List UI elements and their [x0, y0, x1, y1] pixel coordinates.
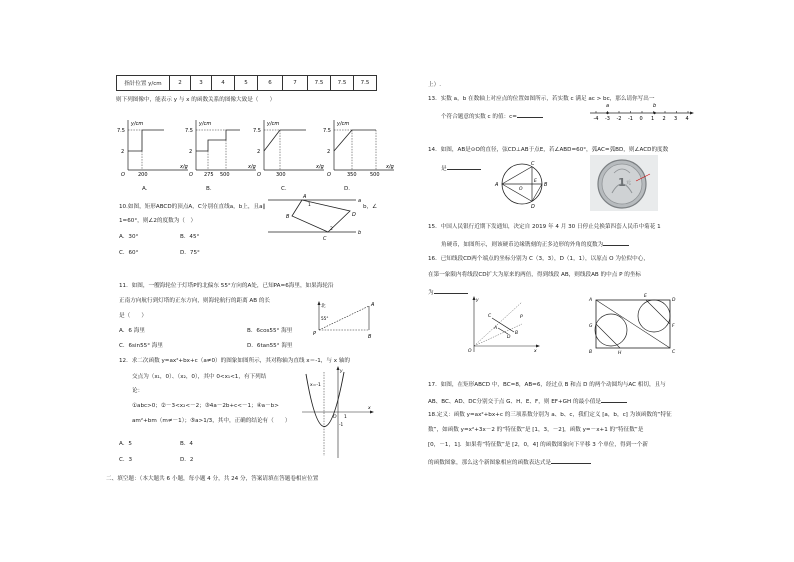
- question-10-option-c: C．60°: [119, 250, 139, 256]
- angle-label-2: 2: [330, 227, 333, 232]
- point-c-label: C: [531, 161, 535, 167]
- x-axis-label: x: [368, 406, 371, 411]
- answer-blank[interactable]: [517, 112, 543, 118]
- number-line-tick-label: -3: [605, 116, 610, 122]
- option-d-label: D.: [344, 186, 351, 192]
- question-18-line-3: [0，－1，1]．如果将“特征数”是 [2，0，4] 的函数图象向下平移 3 个单位，得到一个新: [428, 442, 648, 448]
- option-b-label: B.: [206, 186, 212, 192]
- angle-55-label: 55°: [321, 316, 329, 321]
- question-16-line-1: 16．已知线段CD两个端点的坐标分别为 C（3，3），D（1，1），以原点 O 为位似中心，: [428, 256, 649, 262]
- graph-origin: O: [327, 172, 331, 178]
- question-11-option-d: D．6tan55° 海里: [247, 343, 293, 349]
- graph-y-tick: 2: [189, 149, 193, 155]
- table-cell: 7: [283, 76, 308, 91]
- question-10-line-1-end: b，∠: [363, 204, 378, 210]
- question-17-line-1: 17．如图，在矩形ABCD 中，BC=8，AB=6，经过点 B 和点 D 的两个动圆均与AC 相切，且与: [428, 382, 666, 388]
- number-line-tick-label: 2: [662, 116, 666, 122]
- point-a-label: A: [495, 182, 499, 188]
- point-b-label: b: [653, 103, 657, 109]
- question-12-line-1: 12．求二次函数 y=ax²+bx+c（a≠0）的图象如图所示，其对称轴为直线 x＝-1，与 x 轴的: [119, 358, 351, 364]
- graph-y-label: y/cm: [267, 121, 280, 127]
- question-14-line-2: [441, 164, 481, 173]
- point-label-a: A: [303, 194, 307, 200]
- question-11-figure: [306, 300, 386, 342]
- question-13-line-2: [441, 112, 543, 121]
- question-16-coordinate-figure: [462, 294, 544, 356]
- point-label-c: C: [323, 236, 327, 242]
- question-12-parabola-figure: [300, 364, 376, 460]
- line-label-b: b: [358, 230, 362, 236]
- point-label-d: D: [352, 212, 356, 218]
- table-cell: 7.5: [354, 76, 377, 91]
- graph-x-tick: 500: [370, 172, 380, 178]
- graph-x-label: x/g: [180, 164, 188, 170]
- question-18-line-4-text: 的函数图象，那么这个新图象相应的函数表达式是: [428, 460, 552, 466]
- question-12-line-5: am²+bm（m≠－1）；⑤a>1/3，其中，正确的结论有（ ）: [132, 418, 291, 424]
- tick-1-label: 1: [344, 415, 347, 420]
- question-14-line-1: 14．如图，AB是⊙O的直径，弦CD⊥AB于点E，若∠ABD=60°，弧AC=弧BD，则∠ACD的度数: [428, 147, 669, 153]
- point-h-label: H: [618, 351, 622, 356]
- table-cell: 6: [258, 76, 283, 91]
- question-15-line-2: [441, 240, 629, 249]
- question-16-line-3-text: 为: [428, 290, 434, 296]
- answer-blank[interactable]: [447, 164, 481, 170]
- point-label-p: P: [313, 331, 317, 337]
- table-cell: 3: [191, 76, 212, 91]
- question-11-option-b: B．6cos55° 海里: [247, 328, 293, 334]
- origin-label: O: [333, 415, 337, 420]
- question-14-line-2-text: 是: [441, 166, 447, 172]
- question-12-line-2: 交点为（x₁，0）、（x₂，0），其中 0<x₁<1，有下列结: [132, 374, 267, 380]
- symmetry-axis-label: x=-1: [310, 383, 321, 388]
- answer-blank[interactable]: [551, 458, 591, 464]
- coin-unit: 元: [626, 180, 632, 186]
- option-c-label: C.: [281, 186, 287, 192]
- point-d-label: D: [531, 204, 535, 210]
- question-11-line-2: 正南方向航行到灯塔的正东方向，则海轮航行的距离 AB 的长: [119, 298, 271, 304]
- question-10-option-d: D．75°: [180, 250, 200, 256]
- question-10-figure: [268, 192, 368, 247]
- question-10-option-a: A．30°: [119, 234, 139, 240]
- point-label-b: B: [286, 214, 290, 220]
- question-17-line-2: [428, 397, 627, 406]
- question-18-line-4: [428, 458, 591, 467]
- question-16-line-2: 在第一象限内将线段CD扩大为原来的两倍，得到线段 AB，则线段AB 的中点 P 的坐标: [428, 272, 642, 278]
- graph-x-label: x/g: [316, 164, 324, 170]
- question-9-graph-d: [318, 118, 400, 178]
- question-10-option-b: B．45°: [180, 234, 200, 240]
- question-13-line-2-text: 个符合题意的实数 c 的值：c=: [441, 114, 517, 120]
- question-9-text: 则下列图像中，能表示 y 与 x 的函数关系的图像大致是（ ）: [116, 97, 276, 103]
- section-2-continuation: 上）.: [428, 82, 441, 88]
- point-a-label: A: [494, 326, 498, 331]
- tick-neg1-label: -1: [339, 422, 344, 427]
- point-e-label: E: [644, 294, 647, 299]
- answer-blank[interactable]: [603, 240, 629, 246]
- question-12-option-d: D．2: [180, 457, 194, 463]
- question-18-line-1: 18.定义：函数 y=ax²+bx+c 的三项系数分别为 a、b、c，我们定义 [a，b，c] 为该函数的“特征: [428, 412, 672, 418]
- question-10-line-2: 1=60°，则∠2的度数为（ ）: [119, 218, 197, 224]
- table-cell: 7.5: [331, 76, 354, 91]
- point-f-label: F: [672, 324, 675, 329]
- question-11-option-c: C．6sin55° 海里: [119, 343, 163, 349]
- graph-y-tick: 2: [257, 149, 261, 155]
- number-line-tick-label: -1: [628, 116, 633, 122]
- graph-y-tick: 2: [121, 149, 125, 155]
- graph-x-label: x/g: [248, 164, 256, 170]
- coin-image: [590, 155, 658, 211]
- table-cell: 2: [170, 76, 191, 91]
- graph-x-tick: 300: [276, 172, 286, 178]
- angle-label-1: 1: [308, 203, 311, 208]
- question-17-line-2-text: AB、BC、AD、DC分别交于点 G、H、E、F，则 EF+GH 的最小值是: [428, 399, 601, 405]
- point-label-a: A: [371, 302, 375, 308]
- graph-y-label: y/cm: [199, 121, 212, 127]
- point-b-label: B: [544, 182, 548, 188]
- point-a-label: A: [589, 298, 593, 303]
- option-a-label: A.: [142, 186, 148, 192]
- number-line-tick-label: -4: [593, 116, 599, 122]
- graph-y-tick: 2: [327, 149, 331, 155]
- question-12-line-4: ①abc>0；②－3<x₂<－2；③4a－2b+c<－1；④a－b>: [132, 403, 279, 409]
- question-17-rectangle-figure: [586, 292, 686, 356]
- point-label-b: B: [368, 334, 372, 340]
- graph-y-tick: 7.5: [253, 128, 261, 134]
- point-e-label: E: [534, 179, 537, 184]
- table-header-cell: 指针位置 y/cm: [117, 76, 170, 91]
- question-12-line-3: 论：: [132, 388, 144, 394]
- graph-x-tick: 500: [220, 172, 230, 178]
- question-15-line-1: 15．中国人民银行近期下发通知，决定自 2019 年 4 月 30 日停止兑换第四套人民币中菊花 1: [428, 224, 661, 230]
- x-axis-label: x: [534, 349, 537, 354]
- point-c-label: C: [672, 350, 676, 355]
- y-axis-label: y: [476, 298, 479, 303]
- question-11-option-a: A．6 海里: [119, 328, 145, 334]
- table-cell: 5: [235, 76, 258, 91]
- graph-y-label: y/cm: [131, 121, 144, 127]
- question-18-line-2: 数”，如函数 y=x²+3x－2 的“特征数”是 [1，3，－2]，函数 y=－x+1 的“特征数”是: [428, 427, 644, 433]
- point-d-label: D: [507, 335, 511, 340]
- number-line-tick-label: 4: [685, 116, 689, 122]
- point-o-label: O: [519, 187, 523, 192]
- number-line-tick-label: 1: [651, 116, 655, 122]
- number-line-tick-label: 3: [674, 116, 678, 122]
- graph-x-label: x/g: [386, 164, 394, 170]
- graph-x-tick: 275: [204, 172, 214, 178]
- graph-y-label: y/cm: [337, 121, 350, 127]
- graph-y-tick: 7.5: [185, 128, 193, 134]
- question-14-circle-figure: [492, 160, 552, 210]
- question-12-option-a: A．5: [119, 441, 132, 447]
- point-a-label: a: [606, 103, 610, 109]
- number-line-tick-label: -2: [616, 116, 622, 122]
- question-13-line-1: 13．实数 a，b 在数轴上对应点的位置如图所示，若实数 c 满足 ac > bc，那么请你写出一: [428, 96, 655, 102]
- graph-x-tick: 200: [138, 172, 148, 178]
- question-15-line-2-text: 角硬币，如图所示，则该硬币边缘镌刻的正多边形的外角的度数为: [441, 242, 604, 248]
- graph-origin: O: [189, 172, 193, 178]
- graph-origin: O: [121, 172, 125, 178]
- point-c-label: C: [488, 314, 492, 319]
- point-g-label: G: [589, 324, 593, 329]
- table-cell: 7.5: [308, 76, 331, 91]
- north-label: 北: [321, 304, 326, 309]
- table-cell: 4: [212, 76, 235, 91]
- answer-blank[interactable]: [601, 397, 627, 403]
- question-12-option-b: B．4: [180, 441, 193, 447]
- number-line-figure: [588, 101, 698, 123]
- section-2-heading: 二、填空题：（本大题共 6 小题，每小题 4 分，共 24 分，答案请填在答题卷相应位置: [106, 476, 319, 482]
- graph-origin: O: [257, 172, 261, 178]
- question-11-line-3: 是（ ）: [119, 313, 147, 319]
- point-p-label: P: [520, 315, 523, 320]
- y-axis-label: y: [340, 369, 343, 374]
- question-10-line-1: 10.如图，矩形ABCD的顶点A，C分别在直线a，b上，且a∥: [119, 204, 266, 210]
- question-11-line-1: 11．如图，一艘海轮位于灯塔P的北偏东 55°方向的A处，已知PA=6海里，如果海轮沿: [119, 283, 334, 289]
- point-b-label: B: [589, 350, 593, 355]
- question-12-option-c: C．3: [119, 457, 133, 463]
- graph-y-tick: 7.5: [323, 128, 331, 134]
- point-b-label: B: [515, 331, 519, 336]
- coin-value: 1: [618, 176, 626, 189]
- graph-x-tick: 350: [347, 172, 357, 178]
- origin-label: O: [468, 349, 472, 354]
- pointer-position-table: [116, 75, 377, 91]
- number-line-tick-label: 0: [639, 116, 643, 122]
- graph-y-tick: 7.5: [117, 128, 125, 134]
- point-d-label: D: [672, 298, 676, 303]
- line-label-a: a: [358, 198, 362, 204]
